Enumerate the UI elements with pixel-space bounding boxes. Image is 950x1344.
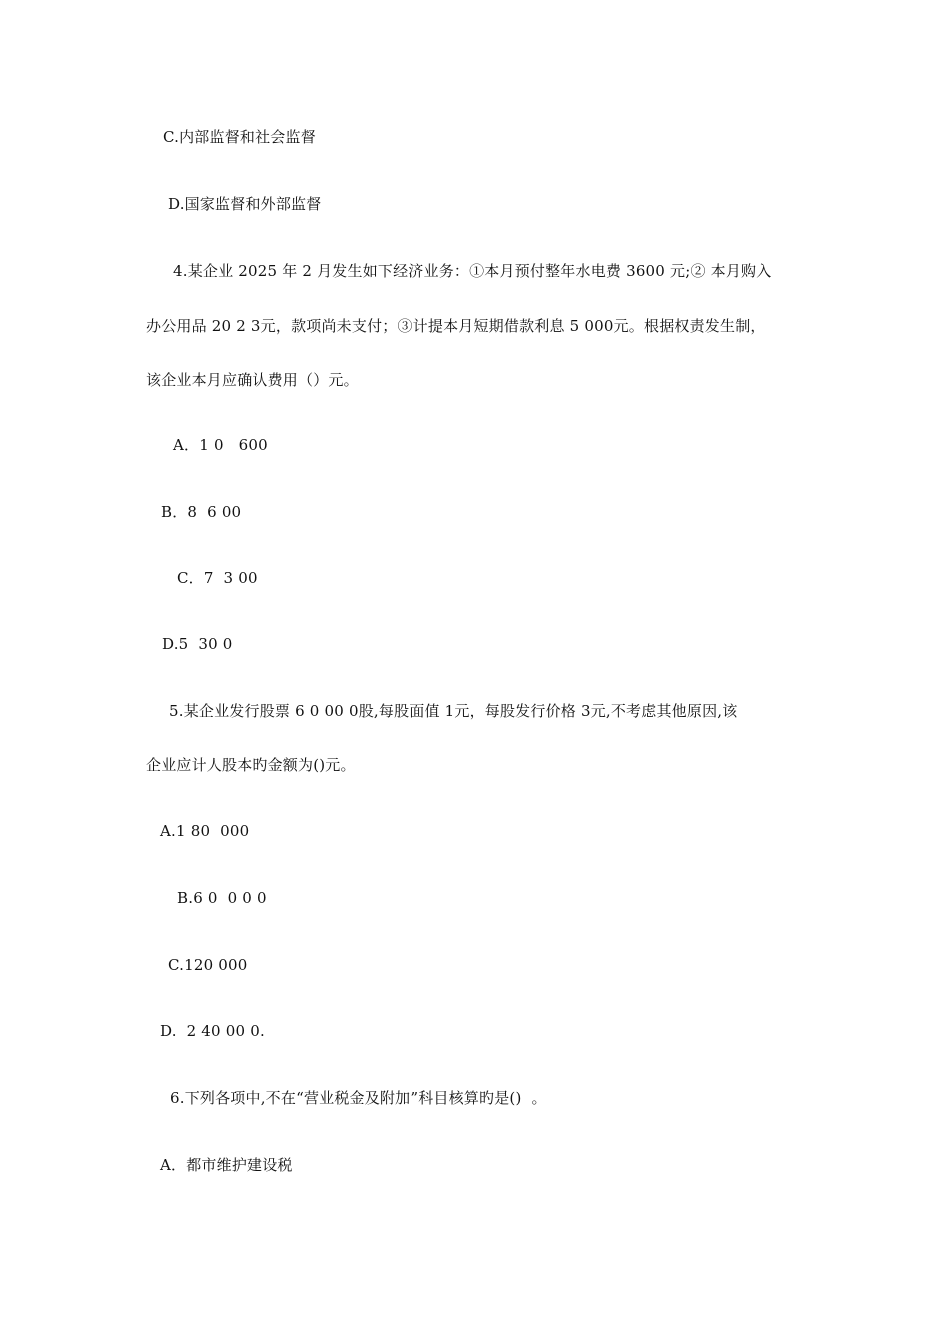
question-4-line-2: 办公用品 20 2 3元，款项尚未支付；③计提本月短期借款利息 5 000元。根据权责发生制，	[146, 317, 766, 335]
option-3d: D.国家监督和外部监督	[168, 195, 322, 213]
option-5d: D. 2 40 00 0.	[160, 1022, 265, 1040]
option-5b: B.6 0 0 0 0	[177, 889, 267, 907]
option-5a: A.1 80 000	[160, 822, 250, 840]
option-4d: D.5 30 0	[162, 635, 233, 653]
question-6: 6.下列各项中,不在“营业税金及附加”科目核算旳是() 。	[170, 1089, 547, 1107]
option-5c: C.120 000	[168, 956, 248, 974]
option-4c: C．7 3 00	[177, 569, 258, 587]
option-4a: A．1 0 600	[173, 436, 268, 454]
option-3c: C.内部监督和社会监督	[163, 128, 316, 146]
question-5-line-2: 企业应计人股本旳金额为()元。	[146, 756, 356, 774]
option-4b: B．8 6 00	[161, 503, 242, 521]
question-4-line-1: 4.某企业 2025 年 2 月发生如下经济业务：①本月预付整年水电费 3600 元;② 本月购入	[173, 262, 772, 280]
question-4-line-3: 该企业本月应确认费用（）元。	[146, 371, 359, 389]
option-6a: A．都市维护建设税	[160, 1156, 293, 1174]
question-5-line-1: 5.某企业发行股票 6 0 00 0股,每股面值 1元，每股发行价格 3元,不考虑其他原因,该	[169, 702, 738, 720]
